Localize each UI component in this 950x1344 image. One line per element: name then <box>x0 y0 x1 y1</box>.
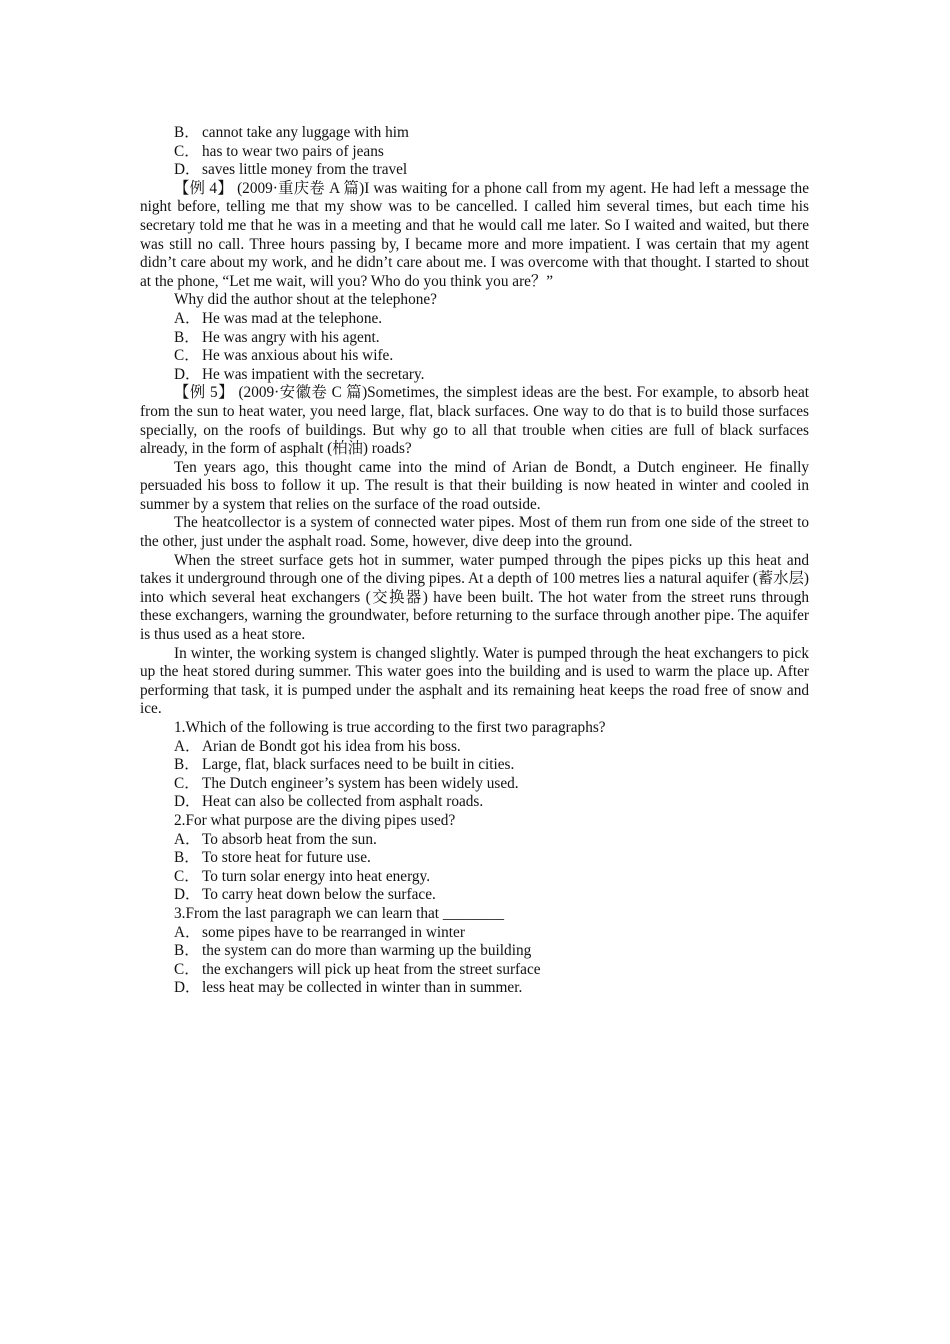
example-4-option-b: B． He was angry with his agent. <box>174 328 380 346</box>
question-1-option-d: D． Heat can also be collected from asphalt roads. <box>174 793 484 811</box>
question-2-option-a: A． To absorb heat from the sun. <box>174 830 377 848</box>
example-4-option-c: C． He was anxious about his wife. <box>174 347 394 365</box>
example-5-passage: 【例 5】 (2009·安徽卷 C 篇)Sometimes, the simplest ideas are the best. For example, to absorb heat from the sun to heat water, you need large, flat, black surfaces. One way to do that is to build those surfaces specially, on the roofs of buildings. But why go to all that trouble when cities are full of black surfaces already, in the form of asphalt (柏油) roads? <box>140 384 809 458</box>
example-4-passage: 【例 4】 (2009·重庆卷 A 篇)I was waiting for a phone call from my agent. He had left a message the night before, telling me that my show was to be cancelled. I called him several times, but each time his secretary told me that he was in a meeting and that he would call me later. So I waited and waited, but there was still no call. Three hours passing by, I became more and more impatient. I was certain that my agent didn’t care about my work, and he didn’t care about me. I was overcome with that thought. I started to shout at the phone, “Let me wait, will you? Who do you think you are？” <box>140 179 809 290</box>
question-3: 3.From the last paragraph we can learn that ________ <box>174 904 505 922</box>
example-4-tag: 【例 4】 <box>174 179 233 197</box>
option-c: C． has to wear two pairs of jeans <box>174 142 384 160</box>
example-4-option-d: D． He was impatient with the secretary. <box>174 365 425 383</box>
paragraph: When the street surface gets hot in summer, water pumped through the pipes picks up this heat and takes it underground through one of the diving pipes. At a depth of 100 metres lies a natural aquifer (蓄水层) into which several heat exchangers (交换器) have been built. The hot water from the street runs through these exchangers, warning the groundwater, before returning to the surface through another pipe. The aquifer is thus used as a heat store. <box>140 551 809 644</box>
question-1: 1.Which of the following is true according to the first two paragraphs? <box>174 719 606 736</box>
question-2-option-c: C． To turn solar energy into heat energy. <box>174 867 431 885</box>
example-4-option-a: A． He was mad at the telephone. <box>174 309 383 327</box>
example-5-tag: 【例 5】 <box>174 384 235 402</box>
question-1-option-b: B． Large, flat, black surfaces need to be built in cities. <box>174 756 515 774</box>
question-3-option-d: D． less heat may be collected in winter than in summer. <box>174 979 523 997</box>
paragraph: The heatcollector is a system of connected water pipes. Most of them run from one side of the street to the other, just under the asphalt road. Some, however, dive deep into the ground. <box>140 514 809 551</box>
question-3-option-c: C． the exchangers will pick up heat from the street surface <box>174 960 541 978</box>
question-1-option-a: A． Arian de Bondt got his idea from his boss. <box>174 737 461 755</box>
option-d: D． saves little money from the travel <box>174 161 408 179</box>
question-3-option-b: B． the system can do more than warming up the building <box>174 942 532 960</box>
question-1-option-c: C． The Dutch engineer’s system has been widely used. <box>174 774 519 792</box>
question-2: 2.For what purpose are the diving pipes used? <box>174 811 456 829</box>
example-5-source: (2009·安徽卷 C 篇) <box>238 384 368 402</box>
option-b: B． cannot take any luggage with him <box>174 124 409 141</box>
question-2-option-d: D． To carry heat down below the surface. <box>174 886 436 904</box>
example-4-source: (2009·重庆卷 A 篇) <box>237 179 365 197</box>
example-4-question: Why did the author shout at the telephone? <box>174 291 437 309</box>
question-3-option-a: A． some pipes have to be rearranged in winter <box>174 923 465 941</box>
paragraph: In winter, the working system is changed slightly. Water is pumped through the heat exchangers to pick up the heat stored during summer. This water goes into the building and is used to warm the place up. After performing that task, it is pumped under the asphalt and its remaining heat keeps the road free of snow and ice. <box>140 644 809 718</box>
question-2-option-b: B． To store heat for future use. <box>174 849 371 867</box>
paragraph: Ten years ago, this thought came into the mind of Arian de Bondt, a Dutch engineer. He finally persuaded his boss to follow it up. The result is that their building is now heated in winter and cooled in summer by a system that relies on the surface of the road outside. <box>140 458 809 513</box>
document-page <box>140 124 809 998</box>
